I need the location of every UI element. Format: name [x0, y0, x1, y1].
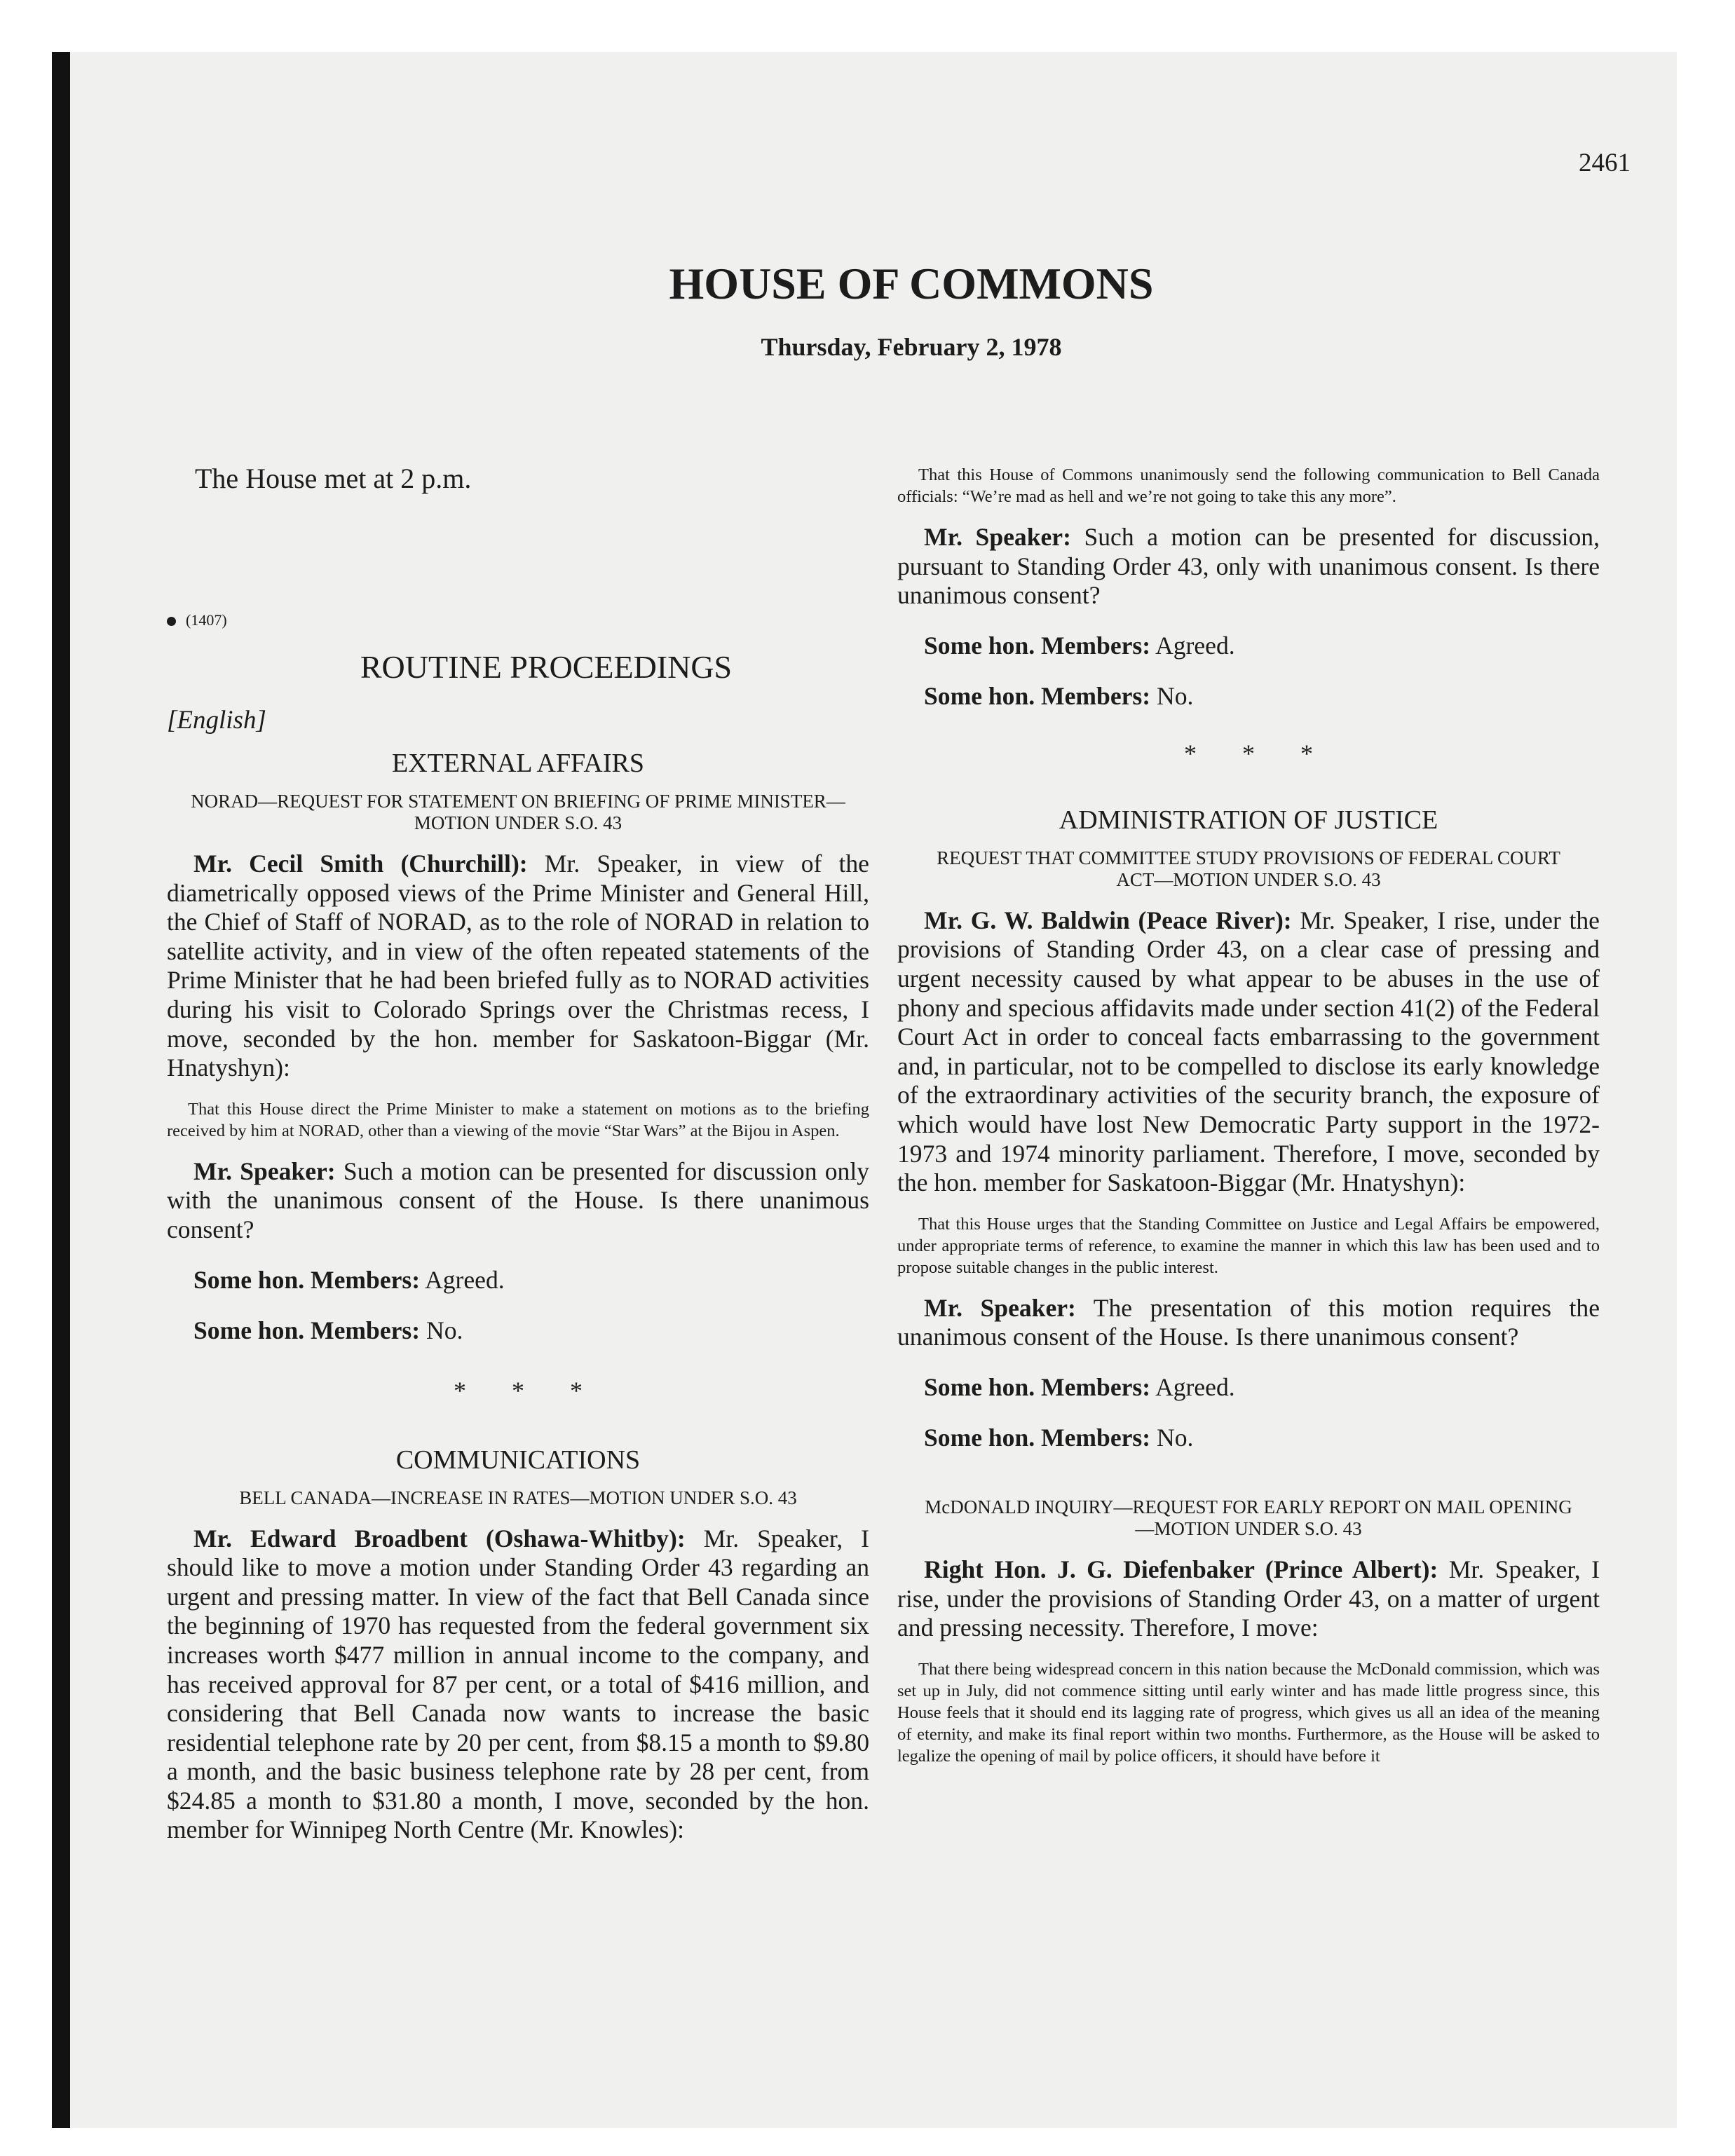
house-met-line: The House met at 2 p.m.: [195, 463, 472, 494]
statement-text: Agreed.: [1155, 1372, 1235, 1401]
speaker-name: Mr. Speaker:: [924, 1293, 1076, 1322]
speaker-name: Mr. Speaker:: [193, 1157, 336, 1185]
members-response-no: [167, 1315, 869, 1346]
bell-canada-subheading: BELL CANADA—INCREASE IN RATES—MOTION UNDER S.O. 43: [239, 1487, 797, 1508]
baldwin-statement: [897, 906, 1600, 1198]
speaker-response-2: [897, 523, 1600, 610]
statement-text: Such a motion can be presented for discussion, pursuant to Standing Order 43, only with unanimous consent. Is there unanimous consent?: [897, 523, 1600, 610]
timestamp-text: (1407): [186, 611, 227, 629]
baldwin-motion: That this House urges that the Standing Committee on Justice and Legal Affairs be empowered, under appropriate terms of reference, to examine the manner in which this law has been used and to propose suitable changes in the public interest.: [897, 1214, 1600, 1277]
routine-proceedings-heading: ROUTINE PROCEEDINGS: [360, 649, 733, 685]
speaker-name: Some hon. Members:: [924, 1372, 1151, 1401]
speaker-name: Some hon. Members:: [193, 1265, 421, 1294]
administration-of-justice-heading: ADMINISTRATION OF JUSTICE: [1059, 805, 1438, 835]
speaker-name: Some hon. Members:: [924, 631, 1151, 660]
speaker-name: Some hon. Members:: [924, 1423, 1151, 1452]
broadbent-statement: [167, 1524, 869, 1845]
timestamp: [167, 610, 869, 631]
speaker-name: Some hon. Members:: [924, 681, 1151, 710]
smith-statement: [167, 850, 869, 1083]
statement-text: Such a motion can be presented for discussion only with the unanimous consent of the House. Is there unanimous consent?: [167, 1157, 869, 1243]
communications-heading: COMMUNICATIONS: [395, 1445, 641, 1475]
federal-court-subheading: REQUEST THAT COMMITTEE STUDY PROVISIONS OF FEDERAL COURT ACT—MOTION UNDER S.O. 43: [937, 847, 1560, 890]
statement-text: Agreed.: [1155, 631, 1235, 660]
members-response-agreed: [167, 1264, 869, 1295]
smith-motion: That this House direct the Prime Minister to make a statement on motions as to the briefing received by him at NORAD, other than a viewing of the movie “Star Wars” at the Bijou in Aspen.: [167, 1099, 869, 1140]
statement-text: No.: [1157, 681, 1194, 710]
speaker-name: Mr. Speaker:: [924, 523, 1071, 551]
statement-text: The presentation of this motion requires the unanimous consent of the House. Is there unanimous consent?: [897, 1293, 1600, 1351]
external-affairs-heading: EXTERNAL AFFAIRS: [392, 749, 644, 778]
speaker-response-3: [897, 1294, 1600, 1352]
section-separator: * * *: [454, 1376, 602, 1405]
speaker-name: Mr. G. W. Baldwin (Peace River):: [924, 906, 1292, 934]
members-response-no: [897, 1422, 1600, 1453]
right-column: [897, 449, 1600, 2082]
section-separator: * * *: [1184, 739, 1333, 767]
members-response-no: [897, 681, 1600, 711]
statement-text: Mr. Speaker, in view of the diametrically opposed views of the Prime Minister and General Hill, the Chief of Staff of NORAD, as to the role of NORAD in relation to satellite activity, and in view of the often repeated statements of the Prime Minister that he had been briefed fully as to NORAD activities during his visit to Colorado Springs over the Christmas recess, I move, seconded by the hon. member for Saskatoon-Biggar (Mr. Hnatyshyn):: [167, 850, 869, 1082]
speaker-response-1: [167, 1157, 869, 1245]
speaker-name: Mr. Edward Broadbent (Oshawa-Whitby):: [193, 1524, 686, 1553]
page-number: 2461: [1579, 149, 1631, 177]
statement-text: No.: [426, 1316, 463, 1344]
bullet-icon: [167, 617, 176, 626]
bell-motion: That this House of Commons unanimously send the following communication to Bell Canada officials: “We’re mad as hell and we’re not going to take this any more”.: [897, 465, 1600, 506]
statement-text: Mr. Speaker, I rise, under the provisions of Standing Order 43, on a matter of urgent and pressing necessity. Therefore, I move:: [897, 1555, 1600, 1642]
speaker-name: Right Hon. J. G. Diefenbaker (Prince Albert):: [924, 1555, 1438, 1583]
members-response-agreed: [897, 630, 1600, 661]
speaker-name: Some hon. Members:: [193, 1316, 421, 1344]
statement-text: Mr. Speaker, I rise, under the provisions of Standing Order 43, on a clear case of pressing and urgent necessity caused by what appear to be abuses in the use of phony and specious affidavits made under section 41(2) of the Federal Court Act in order to conceal facts embarrassing to the government and, in particular, not to be compelled to disclose its early knowledge of the extraordinary activities of the security branch, the exposure of which would have lost New Democratic Party support in the 1972-1973 and 1974 minority parliament. Therefore, I move, seconded by the hon. member for Saskatoon-Biggar (Mr. Hnatyshyn):: [897, 906, 1600, 1197]
page-title: HOUSE OF COMMONS: [669, 259, 1154, 308]
sitting-date: Thursday, February 2, 1978: [761, 333, 1062, 361]
norad-subheading: NORAD—REQUEST FOR STATEMENT ON BRIEFING OF PRIME MINISTER—MOTION UNDER S.O. 43: [191, 791, 845, 833]
statement-text: No.: [1157, 1423, 1194, 1452]
statement-text: Mr. Speaker, I should like to move a motion under Standing Order 43 regarding an urgent and pressing matter. In view of the fact that Bell Canada since the beginning of 1970 has requested from the federal government six increases worth $477 million in annual income to the company, and has received approval for 87 per cent, or a total of $416 million, and considering that Bell Canada now wants to increase the basic residential telephone rate by 20 per cent, from $8.15 a month to $9.80 a month, and the basic business telephone rate by 28 per cent, from $24.85 a month to $31.80 a month, I move, seconded by the hon. member for Winnipeg North Centre (Mr. Knowles):: [167, 1524, 869, 1844]
statement-text: Agreed.: [425, 1265, 505, 1294]
mcdonald-inquiry-subheading: McDONALD INQUIRY—REQUEST FOR EARLY REPORT ON MAIL OPENING—MOTION UNDER S.O. 43: [925, 1496, 1572, 1539]
diefenbaker-motion: That there being widespread concern in this nation because the McDonald commission, which was set up in July, did not commence sitting until early winter and has made little progress since, this House feels that it should end its lagging rate of progress, which gives us all an idea of the meaning of eternity, and make its final report within two months. Furthermore, as the House will be asked to legalize the opening of mail by police officers, it should have before it: [897, 1659, 1600, 1766]
diefenbaker-statement: [897, 1555, 1600, 1643]
left-column: [167, 449, 869, 2082]
members-response-agreed: [897, 1372, 1600, 1403]
language-marker: [English]: [167, 706, 266, 735]
speaker-name: Mr. Cecil Smith (Churchill):: [193, 850, 528, 878]
